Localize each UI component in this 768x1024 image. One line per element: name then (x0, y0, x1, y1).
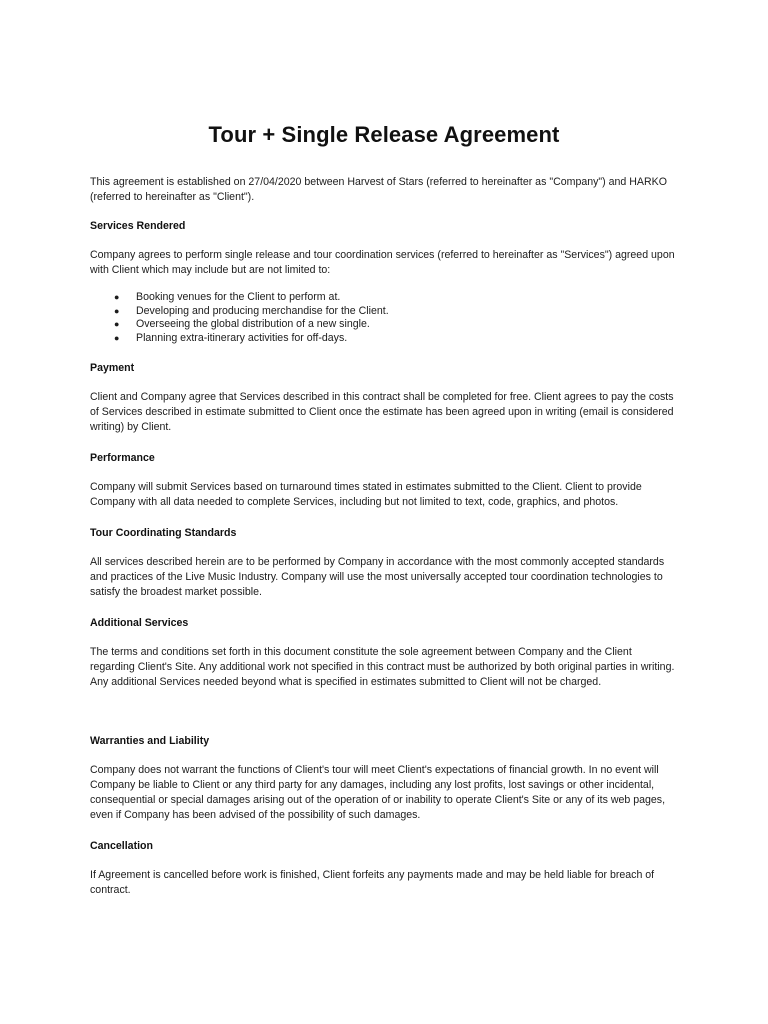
intro-paragraph: This agreement is established on 27/04/2020 between Harvest of Stars (referred to hereinafter as "Company") and HARKO (referred to hereinafter as "Client"). (90, 176, 667, 203)
warranties-paragraph: Company does not warrant the functions of Client's tour will meet Client's expectations of financial growth. In no event will Company be liable to Client or any third party for any damages, including any lost profits, lost savings or other incidental, consequential or special damages arising out of the operation of or inability to operate Client's Site or any of its web pages, even if Company has been advised of the possibility of such damages. (90, 764, 666, 822)
payment-paragraph: Client and Company agree that Services described in this contract shall be completed for free. Client agrees to pay the costs of Services described in estimate submitted to Client once the estimate has been agreed upon in writing (email is considered writing) by Client. (90, 391, 674, 434)
document-title: Tour + Single Release Agreement (208, 122, 560, 147)
cancellation-heading: Cancellation (90, 840, 153, 853)
additional-paragraph: The terms and conditions set forth in this document constitute the sole agreement between Company and the Client regarding Client's Site. Any additional work not specified in this contract must be authorized by both original parties in writing. Any additional Services needed beyond what is specified in estimates submitted to Client will not be charged. (90, 646, 675, 689)
performance-heading: Performance (90, 452, 155, 465)
services-heading: Services Rendered (90, 220, 186, 232)
bullet-icon: ● (114, 292, 120, 302)
standards-paragraph: All services described herein are to be performed by Company in accordance with the most commonly accepted standards and practices of the Live Music Industry. Company will use the most universally accepted tour coordination technologies to satisfy the broadest market possible. (90, 556, 665, 599)
services-paragraph: Company agrees to perform single release and tour coordination services (referred to hereinafter as "Services") agreed upon with Client which may include but are not limited to: (90, 249, 675, 276)
bullet-icon: ● (114, 319, 120, 330)
bullet-icon: ● (114, 305, 120, 316)
standards-heading: Tour Coordinating Standards (90, 527, 237, 540)
warranties-heading: Warranties and Liability (90, 735, 210, 748)
list-item: ● Developing and producing merchandise for the Client. (114, 304, 389, 317)
payment-heading: Payment (90, 362, 135, 375)
additional-heading: Additional Services (90, 617, 189, 630)
performance-paragraph: Company will submit Services based on turnaround times stated in estimates submitted to the Client. Client to provide Company with all data needed to complete Services, including but not limited to text, code, graphics, and photos. (90, 481, 642, 509)
list-item: ● Planning extra-itinerary activities for off-days. (114, 331, 348, 344)
list-item: ● Overseeing the global distribution of a new single. (114, 318, 370, 331)
services-list (90, 291, 678, 345)
bullet-icon: ● (114, 332, 120, 343)
list-item: ● Booking venues for the Client to perform at. (114, 291, 341, 303)
cancellation-paragraph: If Agreement is cancelled before work is finished, Client forfeits any payments made and may be held liable for breach of contract. (90, 869, 655, 897)
